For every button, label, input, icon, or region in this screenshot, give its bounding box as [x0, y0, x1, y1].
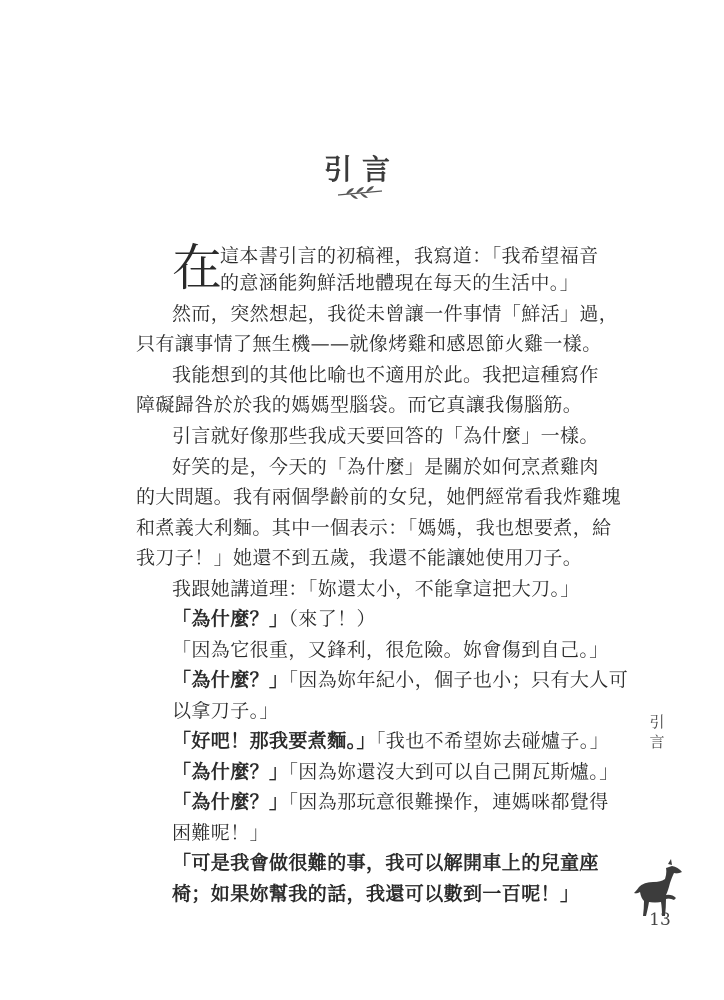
- text-line: 好笑的是，今天的「為什麼」是關於如何烹煮雞肉: [172, 456, 599, 478]
- dialogue-line: [172, 607, 376, 631]
- text-line: 和煮義大利麵。其中一個表示：「媽媽，我也想要煮，給: [136, 517, 612, 539]
- dialogue-rest: 「因為那玩意很難操作，連媽咪都覺得: [288, 791, 609, 813]
- deer-icon: [628, 858, 684, 916]
- chapter-title: 引言: [323, 153, 400, 186]
- text-line: 我能想到的其他比喻也不適用於此。我把這種寫作: [172, 364, 599, 386]
- dialogue-line: [172, 760, 619, 784]
- running-head-label: 引言: [649, 713, 665, 751]
- dialogue-rest: 以拿刀子。」: [172, 700, 279, 722]
- dialogue-line: [172, 729, 609, 753]
- dialogue-bold: 「可是我會做很難的事，我可以解開車上的兒童座: [172, 852, 599, 874]
- dialogue-rest: 「我也不希望妳去碰爐子。」: [375, 730, 610, 752]
- dialogue-rest: 「因為妳年紀小，個子也小；只有大人可: [288, 669, 629, 691]
- text-line: 只有讓事情了無生機——就像烤雞和感恩節火雞一樣。: [136, 333, 602, 355]
- text-line: 引言就好像那些我成天要回答的「為什麼」一樣。: [172, 425, 599, 447]
- text-line: 這本書引言的初稿裡，我寫道：「我希望福音: [220, 245, 599, 267]
- drop-cap: 在: [172, 239, 222, 297]
- dialogue-line: [172, 699, 279, 723]
- text-line: 然而，突然想起，我從未曾讓一件事情「鮮活」過，: [172, 303, 619, 325]
- text-line: 的大問題。我有兩個學齡前的女兒，她們經常看我炸雞塊: [136, 486, 622, 508]
- dialogue-bold: 「為什麼？」: [172, 761, 289, 783]
- dialogue-rest: （來了！）: [288, 608, 376, 630]
- page-number: 13: [649, 910, 671, 930]
- dialogue-line: [172, 668, 628, 692]
- dialogue-line: [172, 882, 579, 906]
- dialogue-bold: 椅；如果妳幫我的話，我還可以數到一百呢！」: [172, 883, 580, 905]
- dialogue-bold: 「為什麼？」: [172, 608, 289, 630]
- dialogue-line: [172, 638, 609, 662]
- dialogue-bold: 「好吧！那我要煮麵。」: [172, 730, 376, 752]
- dialogue-rest: 「因為它很重，又鋒利，很危險。妳會傷到自己。」: [172, 639, 609, 661]
- dialogue-rest: 「因為妳還沒大到可以自己開瓦斯爐。」: [288, 761, 619, 783]
- leaf-ornament-icon: [336, 184, 384, 202]
- dialogue-bold: 「為什麼？」: [172, 791, 289, 813]
- text-line: 障礙歸咎於於我的媽媽型腦袋。而它真讓我傷腦筋。: [136, 394, 583, 416]
- text-line: 我刀子！」她還不到五歲，我還不能讓她使用刀子。: [136, 547, 583, 569]
- dialogue-line: [172, 790, 609, 814]
- dialogue-rest: 困難呢！」: [172, 822, 270, 844]
- dialogue-line: [172, 851, 599, 875]
- dialogue-line: [172, 821, 269, 845]
- dialogue-bold: 「為什麼？」: [172, 669, 289, 691]
- text-line: 我跟她講道理：「妳還太小，不能拿這把大刀。」: [172, 578, 580, 600]
- text-line: 的意涵能夠鮮活地體現在每天的生活中。」: [220, 272, 580, 294]
